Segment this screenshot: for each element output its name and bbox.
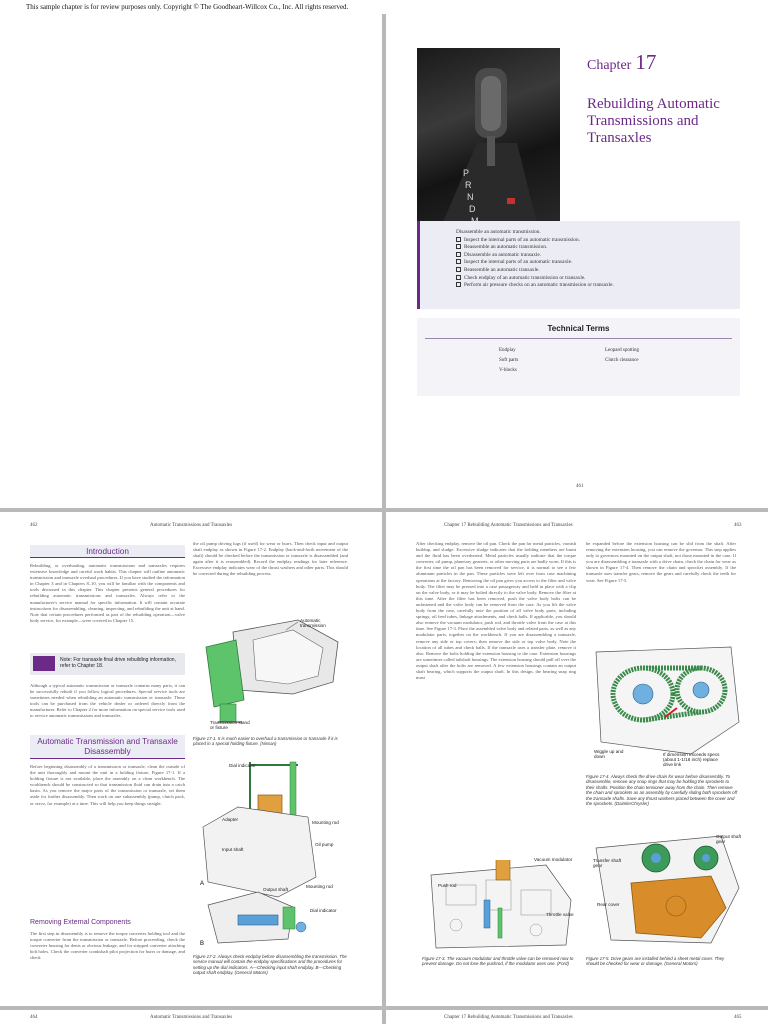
terms-divider [425,338,732,339]
checkbox-icon [456,282,461,287]
checkbox-icon [456,275,461,280]
page-number: 461 [576,484,584,489]
fig3-label: Push rod [438,883,457,888]
fig2-label: Oil pump [315,842,334,847]
disassembly-text: Before beginning disassembly of a transmission or transaxle, clean the outside of the unit thoroughly and mount the unit in a holding fixture, Figure 17-1. If a holding fixture is not available, place the assembly on a clean workbench. The workbench should be constructed so that transmission fluid can drain into a catch basin. As you remove the major parts of the transmission or transaxle, set them aside for further disassembly. Then work on one subassembly (pump, clutch pack, or servo, for example) at a time. This will help you keep things straight. [30,764,185,806]
fig2-label: Output shaft [263,887,289,892]
page-463 [386,512,768,1006]
checkbox-icon [456,252,461,257]
chapter-opener-page [386,14,768,508]
page-464-partial [0,1010,382,1024]
fig4-label: If dimension exceeds specs (about 1-1/16 inch) replace drive link [663,752,720,767]
introduction-heading: Introduction [30,545,185,558]
page-number: 463 [734,523,742,528]
svg-text:D: D [469,204,476,214]
objective-item: Disassemble an automatic transaxle. [456,252,730,260]
fig2-label: Adapter [222,817,239,822]
removing-heading: Removing External Components [30,919,131,926]
fig2-label: Dial indicator [310,908,337,913]
fig5-label: Transfer shaft gear [593,858,622,868]
checkbox-icon [456,244,461,249]
figure-17-3-caption: Figure 17-3. The vacuum modulator and throttle valve can be removed now to prevent damage. Do not lose the pushrod, if the modulator uses one. (Ford) [422,956,574,967]
terms-heading: Technical Terms [547,324,610,333]
svg-text:B: B [200,941,205,947]
term: Endplay [499,348,516,353]
term: Clutch clearance [605,358,639,363]
chapter-heading [587,50,656,75]
shifter-photo [417,48,560,236]
column-1-text: After checking endplay, remove the oil pan. Check the pan for metal particles, varnish buildup, and sludge. Excessive sludge indicates that the holding members are burnt and the fluid has been overheated. Metal particles usually indicate that the torque converter, oil pump, planetary gearsets, or other moving parts are badly worn. If this is the first time the oil pan has been removed for service, it is normal to see a few aluminum particles in the pan. These particles were left over from case machining operations at the factory. Removing the oil pan gives you access to the filter and valve body. The filter may be pressed into a case passageway and held in place with a clip on the valve body, or it may be bolted directly to the valve body. Remove the filter at this time. After the filter has been removed, push the valve body bolts can be unfastened and the valve body can be removed from the case. As you lift the valve body from the case, carefully note the position of all valve body parts, including springs, oil feed tubes, linkage attachments, and check balls. If applicable, you should also remove the vacuum modulator, push rod, and throttle valve from the case at this time. See Figure 17-3. Place the assembled valve body and related parts, as well as any modulator parts, together on the workbench. If you are disassembling a transaxle, remove any side or top covers; then remove the side or top valve body. Note the location of all tubes and check balls. If the transaxle uses a transfer plate, remove it also. Remove the bolts holding the extension housing to the case. Extension housings are sometimes called tailshaft housings. The extension housing should pull off over the output shaft after the bolts are removed. A few extension housings contain an output shaft bearing, which supports the output shaft. In this design, the bearing snap ring must [416,541,576,681]
page-number: 464 [30,1015,38,1020]
removing-text: The first step in disassembly is to remove the torque converter holding tool and the torque converter from the transmission or transaxle. Before proceeding, check the converter housing for dents or obvious leakage, and for stripped converter attaching bolt holes. Check the converter crankshaft pilot projection for burrs or damage, and check [30,931,185,961]
running-head: Chapter 17 Rebuilding Automatic Transmissions and Transaxles [444,523,573,528]
checkbox-icon [456,237,461,242]
figure-17-2-caption: Figure 17-2. Always check endplay before disassembling the transmission. The service manual will contain the endplay specifications and the procedures for setting up the dial indicators. A—Checking input shaft endplay. B—Checking output shaft endplay. (General Motors) [193,954,347,976]
fig4-label: Wiggle up and down [594,749,624,759]
paragraph-2: Although a typical automatic transmission or transaxle contains many parts, it can be successfully rebuilt if you follow logical procedures. Special service tools are sometimes needed when rebuilding an automatic transmission or transaxle. These tools can be purchased from the vehicle dealer or ordered directly from the manufacturer. Refer to Chapter 2 for more information on special service tools used to service automatic transmissions and transaxles. [30,683,185,719]
column-2-text: be expanded before the extension housing can be slid from the shaft. After removing the extension housing, you can remove the governor. This step applies only to governors mounted on the output shaft, not those mounted in the case. If you are disassembling a transaxle with a drive chain, check the chain for wear as shown in Figure 17-4. Then remove the chain and sprocket assembly. If the transaxle uses transfer gears, remove the gears and carefully check the teeth for wear. See Figure 17-5. [586,541,736,583]
svg-text:R: R [465,180,472,190]
note-icon [33,656,55,671]
objective-item: Disassemble an automatic transmission. [456,229,541,235]
objective-item: Reassemble an automatic transmission. [456,244,730,252]
fig2-label: Mounting rod [306,884,333,889]
svg-text:A: A [200,881,205,887]
fig1-label: Automatic transmission [300,618,326,628]
fig3-label: Vacuum modulator [534,857,573,862]
objective-item: Check endplay of an automatic transmission or transaxle. [456,275,730,283]
fig2-label: Mounting rod [312,820,339,825]
fig2-label: Input shaft [222,847,244,852]
fig1-label: Transmission stand or fixture [210,720,250,730]
running-head: Chapter 17 Rebuilding Automatic Transmissions and Transaxles [444,1015,573,1020]
chapter-number: 17 [635,50,657,74]
chapter-title: Rebuilding Automatic Transmissions and Transaxles [587,96,720,146]
page-number: 462 [30,523,38,528]
objective-item: Perform air pressure checks on an automatic transmission or transaxle. [456,282,730,290]
figure-17-4-caption: Figure 17-4. Always check the drive chain for wear before disassembly. To disassemble, remove any snap rings that may be holding the sprockets to their shafts. Position the chain tensioner away from the chain. Then remove the chain and sprockets as an assembly by carefully sliding both sprockets off the transaxle shafts. Save any thrust washers placed between the cover and the sprockets. (DaimlerChrysler) [586,774,738,807]
page-465-partial [386,1010,768,1024]
term: Leopard spotting [605,348,640,353]
figure-17-1-illustration [198,612,348,724]
term: V-blocks [499,368,517,373]
blank-left-page [0,14,382,508]
svg-text:N: N [467,192,474,202]
objectives-list [417,221,740,309]
figure-17-5-illustration [591,828,741,948]
terms-right-column [605,346,639,366]
intro-text: Rebuilding, or overhauling, automatic transmissions and transaxles requires extensive knowledge and careful work habits. This chapter will outline automatic transmission and transaxle overhaul procedures. If you have studied the information in Chapter 3 and in Chapters 8–10, you will be familiar with the components and tools discussed in this chapter. This chapter presents general procedures for rebuilding automatic transmissions and transaxles. Always refer to the manufacturer's service manual for specific information. It will contain accurate instructions for disassembling, cleaning, inspecting, and rebuilding the unit at hand. Note that certain procedures performed as part of the rebuilding operation—valve body service, for example—were covered in Chapter 15. [30,563,185,623]
technical-terms-box [417,318,740,396]
note-box: Note: For transaxle final drive rebuilding information, refer to Chapter 18. [30,653,185,675]
figure-17-4-illustration [591,642,741,758]
page-number: 465 [734,1015,742,1020]
objective-item: Inspect the internal parts of an automatic transaxle. [456,259,730,267]
disassembly-heading: Automatic Transmission and Transaxle Disassembly [30,735,185,759]
figure-17-1-caption: Figure 17-1. It is much easier to overhaul a transmission or transaxle if it is placed in a special holding fixture. (Nissan) [193,736,338,747]
column-2-text: the oil pump driving lugs (if used) for wear or burrs. Then check input and output shaft endplay as shown in Figure 17-2. Endplay (back-and-forth movement of the shaft) should be checked before the transmission or transaxle is disassembled (and again after it is reassembled). Record the endplay readings for later reference. Excessive endplay indicates wear of the thrust washers and other parts. This should be corrected during the rebuilding process. [193,541,348,577]
fig3-label: Throttle valve [546,912,574,917]
checkbox-icon [456,267,461,272]
copyright-banner: This sample chapter is for review purposes only. Copyright © The Goodheart-Willcox Co., Inc. All rights reserved. [0,0,768,14]
chapter-label: Chapter [587,58,632,73]
svg-text:P: P [463,168,470,178]
checkbox-icon [456,259,461,264]
fig2-label: Dial indicator [229,763,256,768]
page-462 [0,512,382,1006]
objective-item: Reassemble an automatic transaxle. [456,267,730,275]
term: Soft parts [499,358,519,363]
fig5-label: Output shaft gear [716,834,742,844]
figure-17-5-caption: Figure 17-5. Drive gears are installed behind a sheet metal cover. They should be checked for wear or damage. (General Motors) [586,956,725,967]
figure-17-2-illustration [198,757,348,947]
objective-item: Inspect the internal parts of an automatic transmission. [456,237,730,245]
running-head: Automatic Transmissions and Transaxles [150,523,233,528]
fig5-label: Rear cover [597,902,620,907]
running-head: Automatic Transmissions and Transaxles [150,1015,233,1020]
figure-17-3-illustration [426,860,576,952]
terms-left-column [499,346,518,376]
